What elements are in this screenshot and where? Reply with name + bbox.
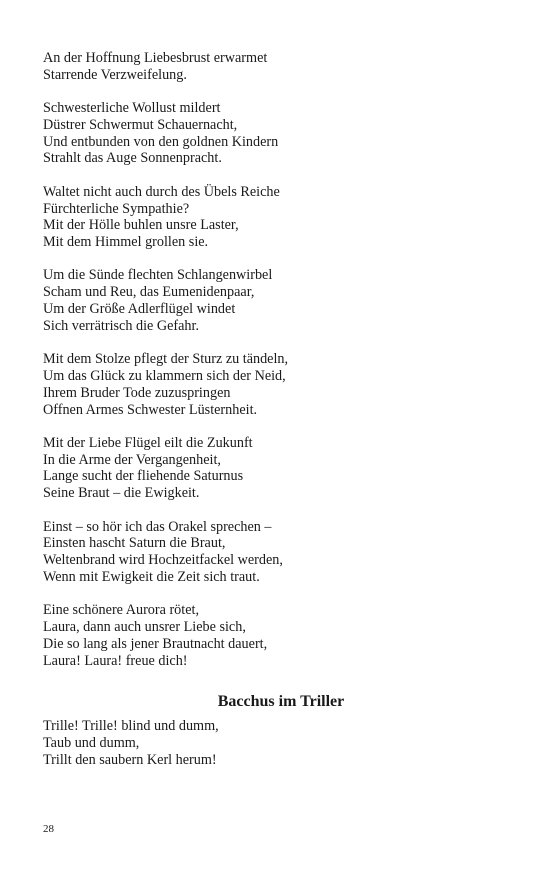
poem-bacchus	[43, 692, 513, 768]
verse-line: Strahlt das Auge Sonnenpracht.	[43, 150, 222, 167]
page-number: 28	[43, 823, 54, 835]
verse-line: Düstrer Schwermut Schauernacht,	[43, 116, 238, 133]
verse-line: Ihrem Bruder Tode zuzuspringen	[43, 384, 231, 401]
verse-line: Offnen Armes Schwester Lüsternheit.	[43, 401, 258, 418]
verse-line: Die so lang als jener Brautnacht dauert,	[43, 635, 268, 652]
verse-line: Einst – so hör ich das Orakel sprechen –	[43, 518, 272, 535]
stanza	[43, 602, 513, 669]
stanza	[43, 267, 513, 334]
verse-line: An der Hoffnung Liebesbrust erwarmet	[43, 50, 268, 66]
verse-line: Scham und Reu, das Eumenidenpaar,	[43, 284, 255, 301]
verse-line: Fürchterliche Sympathie?	[43, 200, 190, 217]
verse-line: Um die Sünde flechten Schlangenwirbel	[43, 267, 273, 284]
verse-line: Lange sucht der fliehende Saturnus	[43, 468, 244, 485]
verse-line: Und entbunden von den goldnen Kindern	[43, 133, 279, 150]
verse-line: Mit dem Himmel grollen sie.	[43, 234, 209, 251]
stanza	[43, 351, 513, 418]
verse-line: In die Arme der Vergangenheit,	[43, 451, 221, 468]
verse-line: Mit dem Stolze pflegt der Sturz zu tändeln,	[43, 351, 289, 368]
verse-line: Trille! Trille! blind und dumm,	[43, 718, 219, 735]
verse-line: Einsten hascht Saturn die Braut,	[43, 535, 226, 552]
verse-line: Schwesterliche Wollust mildert	[43, 100, 221, 117]
poem-laura	[43, 50, 513, 669]
poem-title: Bacchus im Triller	[217, 693, 345, 711]
verse-line: Trillt den saubern Kerl herum!	[43, 752, 217, 768]
stanza	[43, 50, 513, 84]
verse-line: Laura, dann auch unsrer Liebe sich,	[43, 619, 246, 636]
stanza	[43, 519, 513, 586]
verse-line: Mit der Hölle buhlen unsre Laster,	[43, 217, 239, 234]
verse-line: Sich verrätrisch die Gefahr.	[43, 317, 199, 334]
verse-line: Um der Größe Adlerflügel windet	[43, 301, 236, 318]
verse-line: Starrende Verzweifelung.	[43, 66, 187, 83]
verse-line: Weltenbrand wird Hochzeitfackel werden,	[43, 552, 283, 569]
stanza	[43, 100, 513, 167]
verse-line: Um das Glück zu klammern sich der Neid,	[43, 367, 286, 384]
verse-line: Waltet nicht auch durch des Übels Reiche	[43, 183, 280, 200]
verse-line: Mit der Liebe Flügel eilt die Zukunft	[43, 434, 253, 451]
stanza	[43, 184, 513, 251]
stanza	[43, 718, 513, 768]
verse-line: Taub und dumm,	[43, 735, 140, 752]
verse-line: Wenn mit Ewigkeit die Zeit sich traut.	[43, 568, 260, 585]
verse-line: Laura! Laura! freue dich!	[43, 652, 188, 669]
verse-line: Eine schönere Aurora rötet,	[43, 602, 199, 619]
stanza	[43, 435, 513, 502]
verse-line: Seine Braut – die Ewigkeit.	[43, 485, 200, 502]
page-content	[43, 50, 513, 785]
